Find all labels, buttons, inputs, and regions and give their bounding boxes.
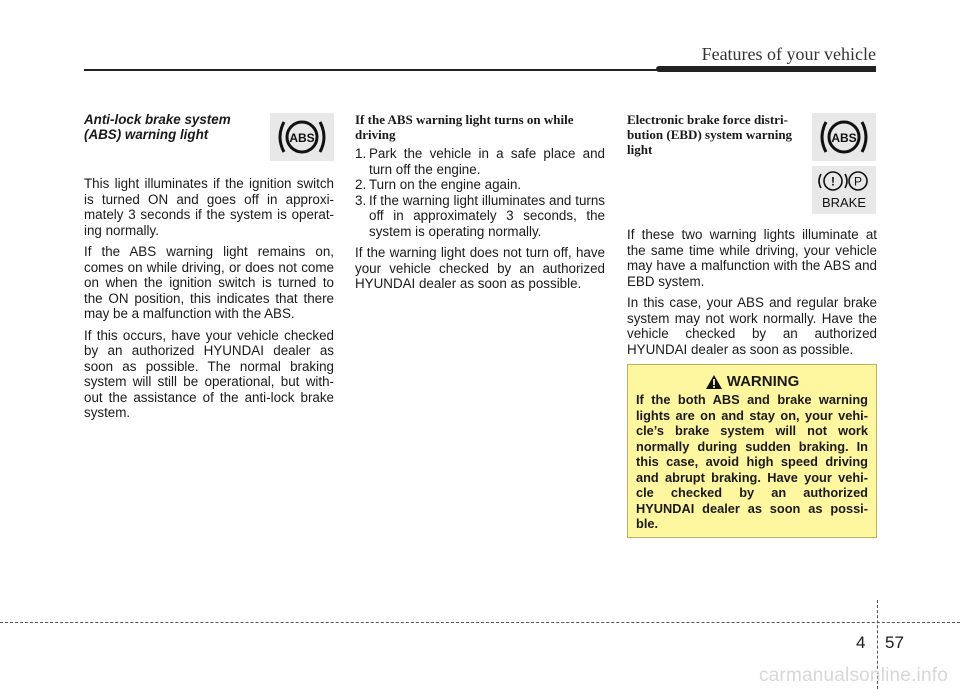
list-item: 1. Park the vehicle in a safe place and turn off the engine. bbox=[355, 146, 605, 177]
list-item: 2. Turn on the engine again. bbox=[355, 177, 522, 192]
ebd-paragraph-1: If these two warning lights illuminate at the same time while driving, your vehicle may have a malfunction with the ABS and EBD system. bbox=[627, 227, 877, 289]
abs-warning-lamp-icon bbox=[270, 113, 334, 161]
ebd-section-title: Electronic brake force distri- bution (EBD) system warning light bbox=[627, 112, 793, 157]
abs-section-title: Anti-lock brake system (ABS) warning light bbox=[84, 112, 231, 142]
warning-heading: WARNING bbox=[636, 373, 868, 390]
brake-icon-label: BRAKE bbox=[821, 195, 867, 210]
abs-paragraph-1: This light illuminates if the ignition switch is turned ON and goes off in approxi- mately 3 seconds if the system is operat- ing normally. bbox=[84, 176, 334, 238]
watermark-text: carmanualsonline.info bbox=[758, 665, 948, 686]
chapter-number: 4 bbox=[856, 633, 866, 652]
column-abs-on-while-driving bbox=[355, 112, 605, 298]
warning-body-text: If the both ABS and brake warning lights are on and stay on, your vehi- cle’s brake system will not work normally during sudden braking. In this case, avoid high speed driving and abrupt braking. Have your vehi- cle checked by an authorized HYUNDAI dealer as soon as possi- ble. bbox=[636, 392, 868, 531]
header-rule-accent bbox=[656, 66, 876, 72]
warning-box bbox=[627, 364, 877, 538]
ebd-abs-lamp-icon bbox=[812, 113, 876, 161]
page-header-title: Features of your vehicle bbox=[701, 44, 876, 64]
brake-exclamation-glyph: ! bbox=[831, 174, 835, 189]
abs-driving-steps bbox=[355, 146, 605, 239]
brake-warning-lamp-icon bbox=[812, 166, 876, 214]
brake-p-glyph: P bbox=[853, 174, 863, 189]
abs-icon-label: ABS bbox=[289, 131, 315, 145]
abs-driving-paragraph: If the warning light does not turn off, have your vehicle checked by an authorized HYUNDAI dealer as soon as possible. bbox=[355, 245, 605, 291]
ebd-paragraph-2: In this case, your ABS and regular brake system may not work normally. Have the vehicle checked by an authorized HYUNDAI dealer as soon as possible. bbox=[627, 295, 877, 357]
list-item: 3. If the warning light illuminates and turns off in approximately 3 seconds, the system is operating normally. bbox=[355, 192, 605, 239]
warning-triangle-icon bbox=[705, 374, 723, 390]
abs-driving-section-title: If the ABS warning light turns on while driving bbox=[355, 112, 574, 142]
footer-rule bbox=[0, 622, 960, 623]
abs-icon-label: ABS bbox=[831, 131, 857, 145]
abs-paragraph-3: If this occurs, have your vehicle checked by an authorized HYUNDAI dealer as soon as possible. The normal braking system will still be operational, but with- out the assistance of the anti-lock brake system. bbox=[84, 327, 334, 420]
abs-paragraph-2: If the ABS warning light remains on, comes on while driving, or does not come on when the ignition switch is turned to the ON position, this indicates that there may be a malfunction with the ABS. bbox=[84, 244, 334, 321]
page-number: 57 bbox=[885, 633, 904, 652]
